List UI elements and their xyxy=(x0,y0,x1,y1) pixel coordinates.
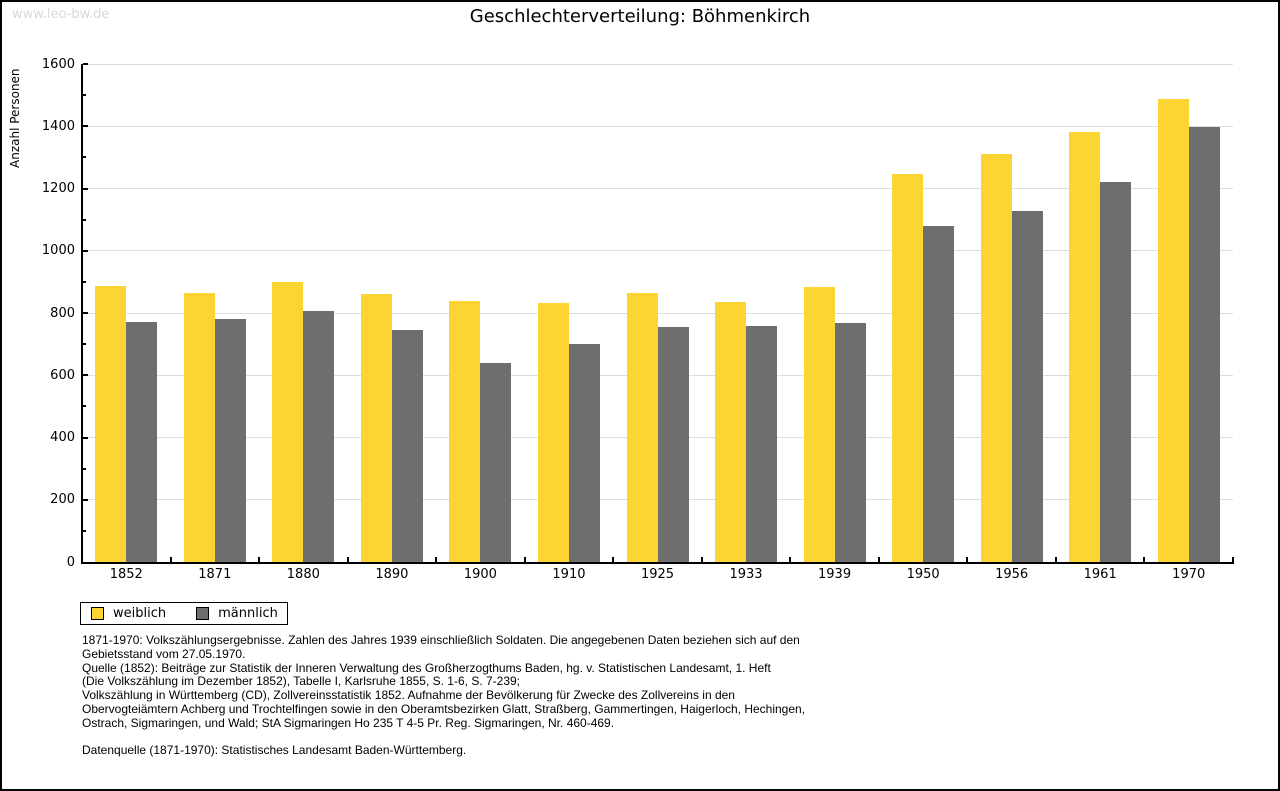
y-major-tick-800 xyxy=(83,312,88,314)
x-axis-label-1910: 1910 xyxy=(552,567,586,582)
bar-männlich-1933 xyxy=(746,326,777,562)
bar-weiblich-1970 xyxy=(1158,99,1189,562)
x-axis-label-1950: 1950 xyxy=(906,567,940,582)
legend-item-weiblich xyxy=(91,606,166,621)
footnote-line-4: (Die Volkszählung im Dezember 1852), Tabelle I, Karlsruhe 1855, S. 1-6, S. 7-239; xyxy=(82,674,521,689)
x-axis-label-1890: 1890 xyxy=(375,567,409,582)
legend-item-männlich xyxy=(196,606,278,621)
x-boundary-tick-0 xyxy=(81,557,83,562)
chart-title: Geschlechterverteilung: Böhmenkirch xyxy=(469,6,811,27)
bar-männlich-1925 xyxy=(658,327,689,562)
bar-männlich-1961 xyxy=(1100,182,1131,562)
y-major-tick-400 xyxy=(83,437,88,439)
footnote-line-5: Volkszählung in Württemberg (CD), Zollvereinsstatistik 1852. Aufnahme der Bevölkerung für Zwecke des Zollvereins in den xyxy=(82,688,735,703)
gridline-1000 xyxy=(83,250,1233,251)
y-axis-label-1600: 1600 xyxy=(41,56,75,72)
x-boundary-tick-13 xyxy=(1232,557,1234,562)
legend-box xyxy=(80,602,288,625)
bar-weiblich-1900 xyxy=(449,301,480,562)
legend-label-männlich: männlich xyxy=(218,606,278,621)
x-boundary-tick-9 xyxy=(878,557,880,562)
footnote-line-2: Gebietsstand vom 27.05.1970. xyxy=(82,646,246,661)
gridline-1200 xyxy=(83,188,1233,189)
watermark-url: www.leo-bw.de xyxy=(12,7,110,22)
x-axis-label-1880: 1880 xyxy=(286,567,320,582)
footnote-line-7: Ostrach, Sigmaringen, und Wald; StA Sigmaringen Ho 235 T 4-5 Pr. Reg. Sigmaringen, Nr. 460-469. xyxy=(82,715,615,730)
x-boundary-tick-4 xyxy=(435,557,437,562)
y-minor-tick-700 xyxy=(83,343,86,345)
x-boundary-tick-11 xyxy=(1055,557,1057,562)
footnote-line-8 xyxy=(82,731,1202,745)
y-minor-tick-300 xyxy=(83,468,86,470)
legend-swatch-weiblich xyxy=(91,607,104,620)
bar-männlich-1880 xyxy=(303,311,334,562)
y-axis-label-1000: 1000 xyxy=(41,243,75,259)
bar-männlich-1900 xyxy=(480,363,511,562)
bar-weiblich-1956 xyxy=(981,154,1012,562)
y-axis-label-400: 400 xyxy=(50,430,75,445)
x-axis-label-1970: 1970 xyxy=(1172,567,1206,582)
x-boundary-tick-1 xyxy=(170,557,172,562)
y-minor-tick-1500 xyxy=(83,94,86,96)
y-minor-tick-1300 xyxy=(83,156,86,158)
y-minor-tick-500 xyxy=(83,405,86,407)
footnotes xyxy=(82,634,1202,758)
y-axis-label-600: 600 xyxy=(50,367,75,383)
plot-area xyxy=(41,56,1233,582)
x-boundary-tick-5 xyxy=(524,557,526,562)
legend-label-weiblich: weiblich xyxy=(113,606,167,621)
bar-weiblich-1961 xyxy=(1069,132,1100,562)
x-boundary-tick-2 xyxy=(258,557,260,562)
legend-swatch-männlich xyxy=(196,607,209,620)
y-minor-tick-100 xyxy=(83,530,86,532)
bar-weiblich-1910 xyxy=(538,303,569,562)
y-minor-tick-1100 xyxy=(83,219,86,221)
x-axis-label-1933: 1933 xyxy=(729,567,763,582)
y-axis-label-1400: 1400 xyxy=(41,118,75,134)
x-axis-line xyxy=(81,562,1234,564)
footnote-line-9: Datenquelle (1871-1970): Statistisches Landesamt Baden-Württemberg. xyxy=(82,743,467,758)
gridline-800 xyxy=(83,313,1233,314)
x-axis-label-1900: 1900 xyxy=(463,567,497,582)
bar-weiblich-1950 xyxy=(892,174,923,562)
bar-männlich-1871 xyxy=(215,319,246,562)
y-axis-label-200: 200 xyxy=(50,492,75,508)
bar-weiblich-1925 xyxy=(627,293,658,562)
y-major-tick-200 xyxy=(83,499,88,501)
y-axis-label-0: 0 xyxy=(66,554,75,570)
y-major-tick-1000 xyxy=(83,250,88,252)
x-boundary-tick-10 xyxy=(966,557,968,562)
gridline-1600 xyxy=(83,64,1233,65)
y-major-tick-1600 xyxy=(83,63,88,65)
bar-männlich-1939 xyxy=(835,323,866,562)
bar-männlich-1910 xyxy=(569,344,600,562)
gridline-1400 xyxy=(83,126,1233,127)
x-boundary-tick-6 xyxy=(612,557,614,562)
y-axis-label-1200: 1200 xyxy=(41,181,75,196)
y-axis-label-800: 800 xyxy=(50,305,75,321)
bar-männlich-1956 xyxy=(1012,211,1043,562)
x-axis-label-1961: 1961 xyxy=(1083,567,1117,582)
x-boundary-tick-12 xyxy=(1143,557,1145,562)
bar-weiblich-1939 xyxy=(804,287,835,562)
x-boundary-tick-8 xyxy=(789,557,791,562)
y-major-tick-1400 xyxy=(83,125,88,127)
y-axis-title: Anzahl Personen xyxy=(8,68,22,168)
y-minor-tick-900 xyxy=(83,281,86,283)
x-boundary-tick-3 xyxy=(347,557,349,562)
bar-männlich-1970 xyxy=(1189,127,1220,562)
x-boundary-tick-7 xyxy=(701,557,703,562)
y-major-tick-1200 xyxy=(83,188,88,190)
footnote-line-1: 1871-1970: Volkszählungsergebnisse. Zahlen des Jahres 1939 einschließlich Soldaten. Die angegebenen Daten beziehen sich auf den xyxy=(82,633,800,647)
footnote-line-6: Obervogteiämtern Achberg und Trochtelfingen sowie in den Oberamtsbezirken Glatt, Straßberg, Gammertingen, Haigerloch, Hechingen, xyxy=(82,701,806,716)
x-axis-label-1925: 1925 xyxy=(640,567,675,582)
bar-männlich-1852 xyxy=(126,322,157,562)
x-axis-label-1871: 1871 xyxy=(198,567,232,582)
bar-weiblich-1871 xyxy=(184,293,215,562)
x-axis-label-1956: 1956 xyxy=(995,567,1029,582)
bar-männlich-1950 xyxy=(923,226,954,562)
x-axis-label-1939: 1939 xyxy=(818,567,852,582)
y-major-tick-600 xyxy=(83,374,88,376)
bar-weiblich-1933 xyxy=(715,302,746,562)
bar-männlich-1890 xyxy=(392,330,423,562)
footnote-line-3: Quelle (1852): Beiträge zur Statistik der Inneren Verwaltung des Großherzogthums Baden, hg. v. Statistischen Landesamt, 1. Heft xyxy=(82,660,771,675)
x-axis-label-1852: 1852 xyxy=(109,567,143,582)
bar-weiblich-1852 xyxy=(95,286,126,562)
bar-weiblich-1890 xyxy=(361,294,392,562)
bar-weiblich-1880 xyxy=(272,282,303,562)
